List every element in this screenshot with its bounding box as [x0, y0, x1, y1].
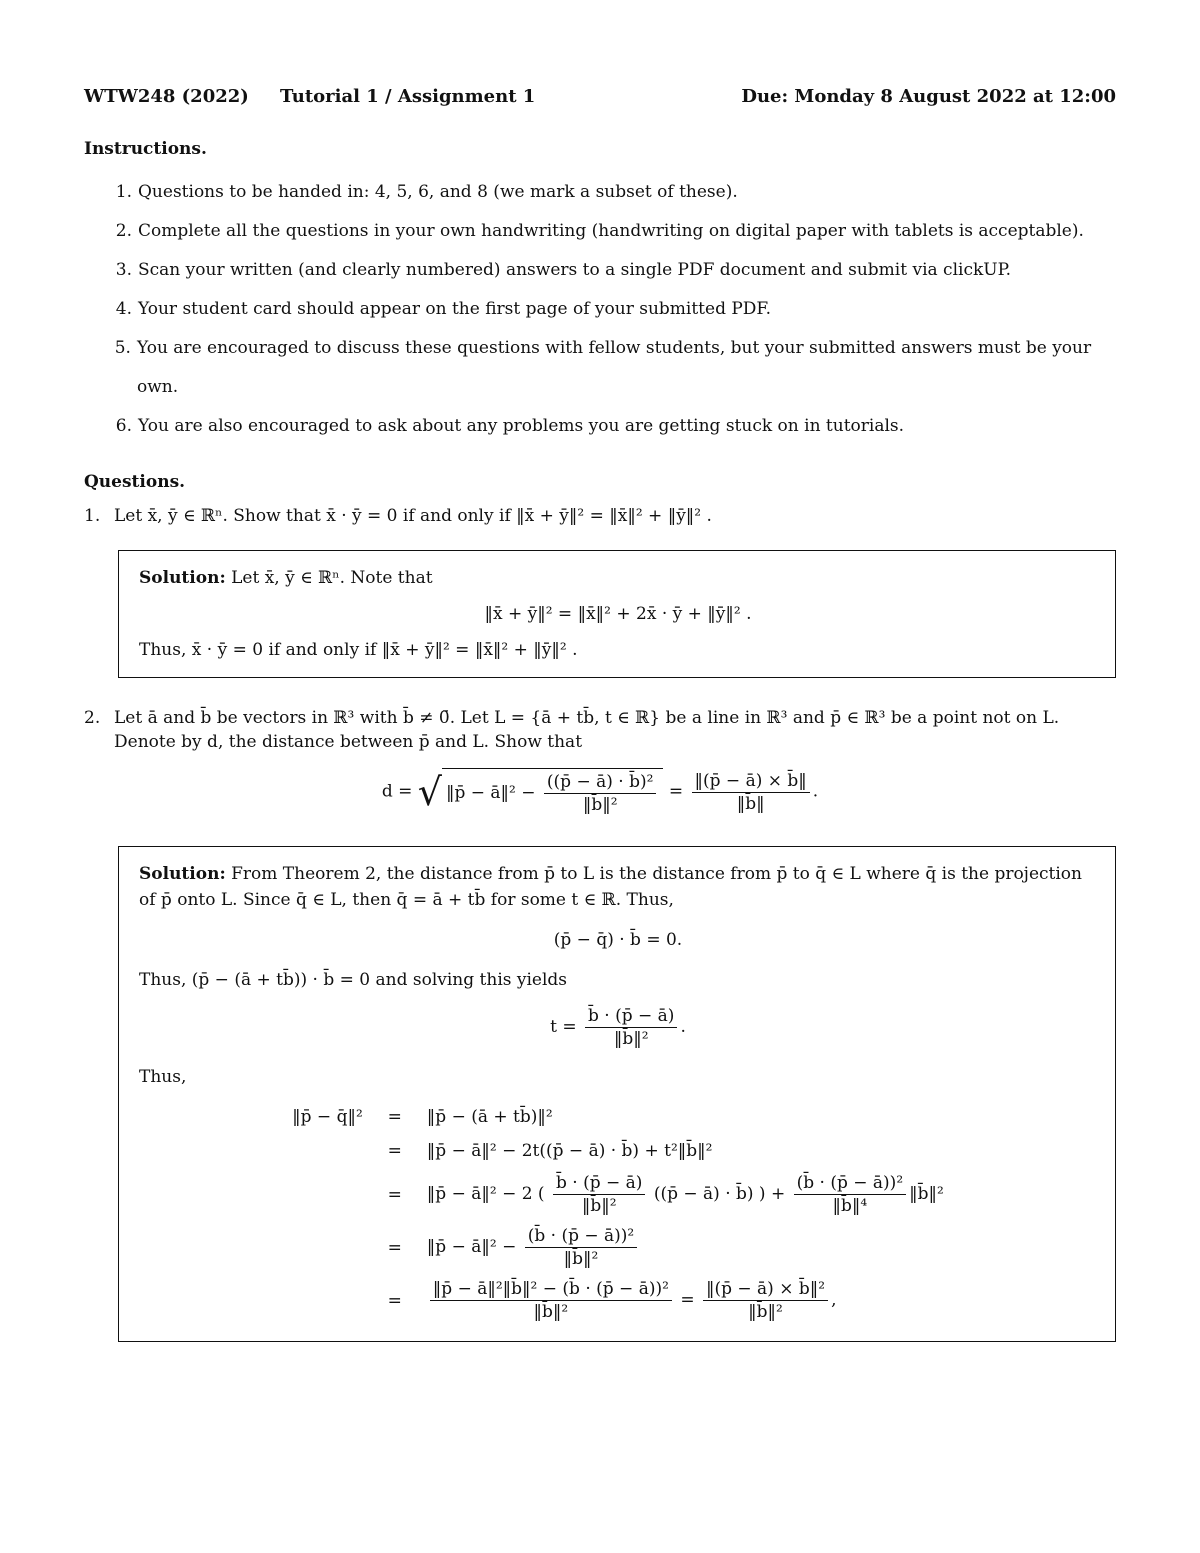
denominator: ‖b̄‖²	[748, 1302, 783, 1322]
solution-box-1	[118, 550, 1116, 678]
instructions-list	[84, 173, 1116, 446]
derivation-step	[421, 1168, 950, 1221]
formula-lhs: d =	[381, 781, 413, 802]
item-number: 5.	[114, 338, 131, 358]
question-text: Let ā and b̄ be vectors in ℝ³ with b̄ ≠ 0̄. Let L = {ā + tb̄, t ∈ ℝ} be a line in ℝ³ and p̄ ∈ ℝ³ be a point not on L. Denote by d, the distance between p̄ and L. Show that	[114, 708, 1060, 752]
equals-sign: =	[680, 1290, 695, 1310]
fraction	[703, 1278, 828, 1323]
formula-end: .	[812, 781, 819, 802]
numerator: b̄ · (p̄ − ā)	[553, 1172, 645, 1195]
fraction	[794, 1172, 907, 1217]
display-equation: ‖x̄ + ȳ‖² = ‖x̄‖² + 2x̄ · ȳ + ‖ȳ‖² .	[484, 604, 752, 624]
fraction	[553, 1172, 645, 1217]
step-part: ‖p̄ − ā‖² −	[426, 1237, 517, 1257]
derivation-row	[286, 1100, 950, 1134]
question-number: 2.	[84, 708, 101, 728]
numerator: (b̄ · (p̄ − ā))²	[794, 1172, 907, 1195]
derivation-row	[286, 1134, 950, 1168]
display-equation: (p̄ − q̄) · b̄ = 0.	[553, 930, 683, 950]
solution-label: Solution:	[139, 568, 226, 588]
solution-label: Solution:	[139, 864, 226, 884]
derivation-row	[286, 1168, 950, 1221]
numerator: b̄ · (p̄ − ā)	[585, 1005, 677, 1028]
list-item	[84, 290, 1116, 329]
item-text: Scan your written (and clearly numbered) answers to a single PDF document and submit via clickUP.	[138, 260, 1011, 280]
numerator: ‖p̄ − ā‖²‖b̄‖² − (b̄ · (p̄ − ā))²	[430, 1278, 672, 1301]
item-number: 2.	[115, 221, 132, 241]
denominator: ‖b̄‖	[736, 793, 765, 814]
item-text: Questions to be handed in: 4, 5, 6, and 8 (we mark a subset of these).	[138, 182, 738, 202]
equals-sign: =	[387, 1290, 402, 1311]
step-part: ‖b̄‖²	[909, 1184, 944, 1204]
distance-formula	[84, 768, 1116, 816]
sqrt-body	[442, 768, 663, 816]
list-item	[84, 407, 1116, 446]
derivation-step	[421, 1274, 950, 1327]
sqrt-icon: √	[417, 770, 442, 814]
solution-box-2	[118, 846, 1116, 1342]
instructions-heading: Instructions.	[84, 139, 207, 159]
document-page	[84, 86, 1116, 1342]
fraction	[430, 1278, 672, 1323]
derivation-row	[286, 1221, 950, 1274]
fraction	[692, 770, 810, 815]
solution-thus: Thus,	[139, 1067, 187, 1087]
list-item	[84, 329, 1116, 407]
equals-sign: =	[387, 1184, 402, 1205]
derivation-step: ‖p̄ − (ā + tb̄)‖²	[426, 1107, 553, 1127]
denominator: ‖b̄‖²	[563, 1249, 599, 1269]
question-2	[84, 706, 1116, 754]
step-part: ((p̄ − ā) · b̄) ) +	[653, 1184, 786, 1204]
denominator: ‖b̄‖²	[581, 1196, 617, 1216]
list-item	[84, 173, 1116, 212]
solution-conclusion: Thus, x̄ · ȳ = 0 if and only if ‖x̄ + ȳ‖² = ‖x̄‖² + ‖ȳ‖² .	[139, 640, 578, 660]
numerator: ‖(p̄ − ā) × b̄‖²	[703, 1278, 828, 1301]
item-number: 6.	[115, 416, 132, 436]
step-end: ,	[831, 1290, 837, 1310]
list-item	[84, 251, 1116, 290]
equals-sign: =	[387, 1107, 402, 1127]
page-header	[84, 86, 1116, 107]
solution-intro: Let x̄, ȳ ∈ ℝⁿ. Note that	[231, 568, 433, 588]
questions-heading: Questions.	[84, 472, 186, 492]
fraction	[525, 1225, 638, 1270]
item-text: You are also encouraged to ask about any problems you are getting stuck on in tutorials.	[138, 416, 905, 436]
item-number: 1.	[115, 182, 132, 202]
derivation-step	[421, 1221, 950, 1274]
item-number: 3.	[115, 260, 132, 280]
align-lhs: ‖p̄ − q̄‖²	[292, 1107, 363, 1127]
derivation-row	[286, 1274, 950, 1327]
t-formula	[139, 1005, 1097, 1050]
denominator: ‖b̄‖²	[582, 795, 618, 815]
numerator: ‖(p̄ − ā) × b̄‖	[692, 770, 810, 793]
derivation-step: ‖p̄ − ā‖² − 2t((p̄ − ā) · b̄) + t²‖b̄‖²	[426, 1141, 713, 1161]
solution-mid: Thus, (p̄ − (ā + tb̄)) · b̄ = 0 and solving this yields	[139, 970, 568, 990]
item-text: Complete all the questions in your own handwriting (handwriting on digital paper with tablets is acceptable).	[138, 221, 1084, 241]
item-text: Your student card should appear on the first page of your submitted PDF.	[138, 299, 771, 319]
question-1	[84, 504, 1116, 528]
t-lhs: t =	[550, 1017, 577, 1037]
equals-sign: =	[387, 1141, 402, 1161]
solution-intro: From Theorem 2, the distance from p̄ to L is the distance from p̄ to q̄ ∈ L where q̄ is the projection of p̄ onto L. Since q̄ ∈ L, then q̄ = ā + tb̄ for some t ∈ ℝ. Thus,	[139, 864, 1082, 910]
course-code: WTW248 (2022)	[84, 86, 249, 107]
formula-term: ‖p̄ − ā‖² −	[445, 783, 536, 803]
step-part: ‖p̄ − ā‖² − 2 (	[426, 1184, 545, 1204]
item-text: You are encouraged to discuss these questions with fellow students, but your submitted answers must be your own.	[136, 338, 1092, 397]
due-date: Due: Monday 8 August 2022 at 12:00	[741, 86, 1116, 107]
list-item	[84, 212, 1116, 251]
numerator: (b̄ · (p̄ − ā))²	[525, 1225, 638, 1248]
aligned-derivation	[286, 1100, 950, 1327]
t-end: .	[680, 1017, 686, 1037]
equals-sign: =	[387, 1237, 402, 1258]
question-text: Let x̄, ȳ ∈ ℝⁿ. Show that x̄ · ȳ = 0 if and only if ‖x̄ + ȳ‖² = ‖x̄‖² + ‖ȳ‖² .	[114, 506, 712, 526]
fraction	[544, 771, 657, 816]
equals-sign: =	[668, 781, 684, 802]
denominator: ‖b̄‖²	[613, 1029, 649, 1049]
question-number: 1.	[84, 506, 101, 526]
fraction	[585, 1005, 677, 1050]
item-number: 4.	[115, 299, 132, 319]
numerator: ((p̄ − ā) · b̄)²	[544, 771, 657, 794]
tutorial-title: Tutorial 1 / Assignment 1	[280, 86, 536, 107]
denominator: ‖b̄‖²	[533, 1302, 569, 1322]
denominator: ‖b̄‖⁴	[832, 1196, 868, 1216]
